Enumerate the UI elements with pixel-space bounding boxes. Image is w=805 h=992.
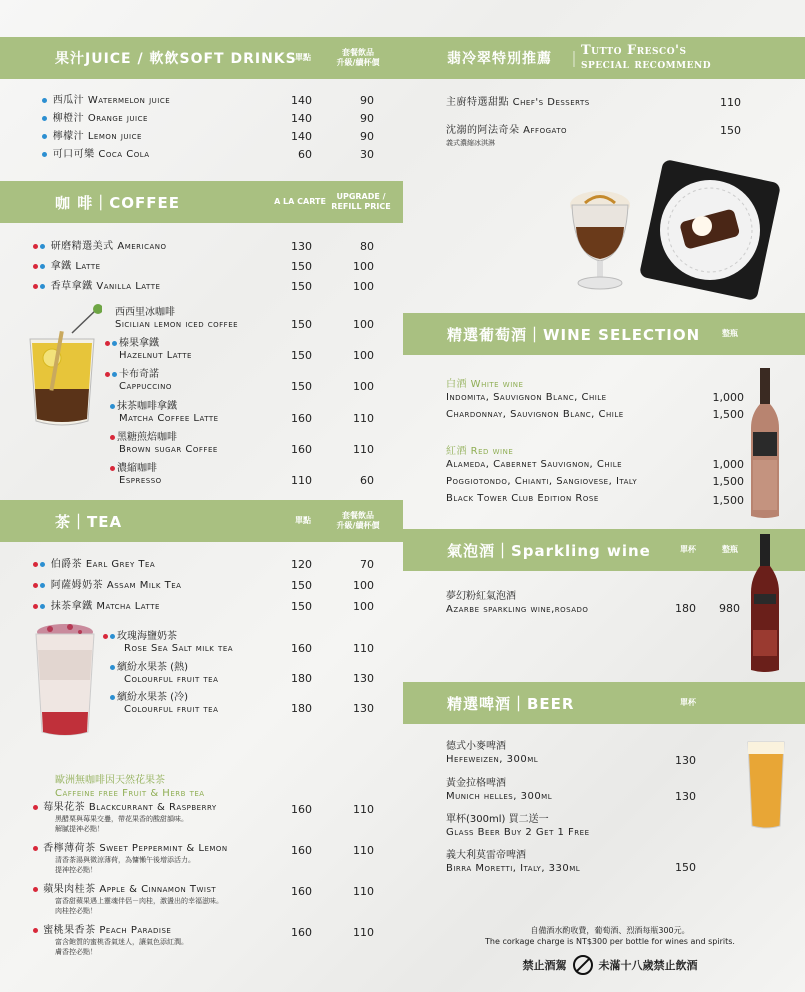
list-item: 蘋果肉桂茶 Apple & Cinnamon Twist 富香甜蘋果遇上靈魂伴侶－肉桂，激盪出的幸福滋味。 肉桂控必點！ <box>33 884 223 916</box>
juice-col2: 套餐飲品 升級/續杯價 <box>336 48 380 67</box>
list-item: 柳橙汁 Orange juice <box>42 112 148 126</box>
list-item: 抹茶拿鐵 Matcha Latte <box>33 600 160 614</box>
list-item: 香草拿鐵 Vanilla Latte <box>33 280 160 294</box>
coffee-header <box>0 181 403 223</box>
special-title-zh: 翡冷翠特別推薦 <box>447 51 552 67</box>
red-wine-label: 紅酒 Red wine <box>446 446 514 457</box>
list-item: 莓果花茶 Blackcurrant & Raspberry 黑醋栗與莓果交疊，帶花果香的酸甜韻味。 解膩提神必點！ <box>33 802 217 834</box>
wine-col: 整瓶 <box>722 329 738 338</box>
juice-col1: 單點 <box>295 53 311 62</box>
tea-title: 茶｜TEA <box>55 512 123 531</box>
list-item: 單杯(300ml) 買二送一 Glass Beer Buy 2 Get 1 Free <box>446 814 590 838</box>
list-item: 抹茶咖啡拿鐵 Matcha Coffee Latte <box>110 401 219 425</box>
coffee-col1: A LA CARTE <box>274 197 326 206</box>
list-item: 卡布奇諾 Cappuccino <box>105 369 172 393</box>
wine-bottle-image <box>747 368 783 520</box>
rose-milk-tea-image <box>30 620 100 740</box>
tea-col1: 單點 <box>295 516 311 525</box>
juice-title: 果汁JUICE / 軟飲SOFT DRINKS <box>55 51 297 67</box>
list-item: Indomita, Sauvignon Blanc, Chile <box>446 392 607 403</box>
list-item: 繽紛水果茶 (熱) Colourful fruit tea <box>110 662 218 686</box>
corkage-note: 自備酒水酌收費，葡萄酒、烈酒每瓶300元。 The corkage charge is NT$300 per bottle for wines and spirits. <box>485 926 735 946</box>
drinking-notice <box>470 955 750 975</box>
list-item: 繽紛水果茶 (冷) Colourful fruit tea <box>110 692 218 716</box>
white-wine-label: 白酒 White wine <box>446 379 524 390</box>
list-item: 阿薩姆奶茶 Assam Milk Tea <box>33 579 181 593</box>
list-item: 黑糖煎焙咖啡 Brown sugar Coffee <box>110 432 218 456</box>
list-item: 義大利莫雷帝啤酒 Birra Moretti, Italy, 330ml <box>446 850 581 874</box>
beer-title: 精選啤酒｜BEER <box>447 694 575 713</box>
juice-header <box>0 37 403 79</box>
special-title-en: Tutto Fresco's special recommend <box>581 43 711 72</box>
tea-col2: 套餐飲品 升級/續杯價 <box>336 511 380 530</box>
no-drinking-icon <box>573 955 593 975</box>
list-item: 拿鐵 Latte <box>33 260 101 274</box>
beer-glass-image <box>745 738 787 830</box>
list-item: 夢幻粉紅氣泡酒 Azarbe sparkling wine,rosado <box>446 591 589 615</box>
list-item: 榛果拿鐵 Hazelnut Latte <box>105 338 192 362</box>
special-header: 翡冷翠特別推薦 ｜ Tutto Fresco's special recommend <box>403 37 805 79</box>
no-drunk-driving-text: 禁止酒駕 <box>522 959 567 972</box>
herb-title: 歐洲無咖啡因天然花果茶 Caffeine free Fruit & Herb tea <box>55 775 205 799</box>
age-limit-text: 未滿十八歲禁止飲酒 <box>598 959 698 972</box>
list-item: 可口可樂 Coca Cola <box>42 148 150 162</box>
list-item: 德式小麥啤酒 Hefeweizen, 300ml <box>446 741 539 765</box>
list-item: 沈溺的阿法奇朵 Affogato <box>446 125 568 136</box>
sparkling-col2: 整瓶 <box>722 545 738 554</box>
list-item: 西瓜汁 Watermelon juice <box>42 94 170 108</box>
list-item: 研磨精選美式 Americano <box>33 240 167 254</box>
list-item: 玫瑰海鹽奶茶 Rose Sea Salt milk tea <box>103 631 233 655</box>
chef-dessert-image <box>640 160 780 300</box>
sparkling-col1: 單杯 <box>680 545 696 554</box>
list-item: Poggiotondo, Chianti, Sangiovese, Italy <box>446 476 638 487</box>
beer-header <box>403 682 805 724</box>
list-item: 黃金拉格啤酒 Munich helles, 300ml <box>446 778 553 802</box>
beer-col: 單杯 <box>680 698 696 707</box>
list-item: Alameda, Cabernet Sauvignon, Chile <box>446 459 623 470</box>
list-item: 檸檬汁 Lemon juice <box>42 130 142 144</box>
wine-title: 精選葡萄酒｜WINE SELECTION <box>447 325 701 344</box>
list-item: 伯爵茶 Earl Grey Tea <box>33 558 155 572</box>
list-item: Black Tower Club Edition Rose <box>446 493 599 504</box>
sparkling-bottle-image <box>748 534 782 674</box>
list-item: 香檸薄荷茶 Sweet Peppermint & Lemon 清香茶湯與微涼薄荷，為慵懶午後增添活力。 提神控必點！ <box>33 843 228 875</box>
list-item: 蜜桃果香茶 Peach Paradise 富含飽質的蜜桃香氣迷人，讓氣色添紅潤。 膚香控必點！ <box>33 925 188 957</box>
sparkling-header <box>403 529 805 571</box>
iced-coffee-image <box>22 303 102 431</box>
list-item: 濃縮咖啡 Espresso <box>110 463 162 487</box>
list-item: 西西里冰咖啡 Sicilian lemon iced coffee <box>115 307 239 330</box>
coffee-title: 咖 啡｜COFFEE <box>55 193 180 212</box>
coffee-col2: UPGRADE / REFILL PRICE <box>331 192 391 211</box>
list-item: 主廚特選甜點 Chef's Desserts <box>446 97 590 108</box>
tea-header <box>0 500 403 542</box>
affogato-image <box>560 185 640 295</box>
wine-header <box>403 313 805 355</box>
list-item: Chardonnay, Sauvignon Blanc, Chile <box>446 409 624 420</box>
sparkling-title: 氣泡酒｜Sparkling wine <box>447 541 651 560</box>
